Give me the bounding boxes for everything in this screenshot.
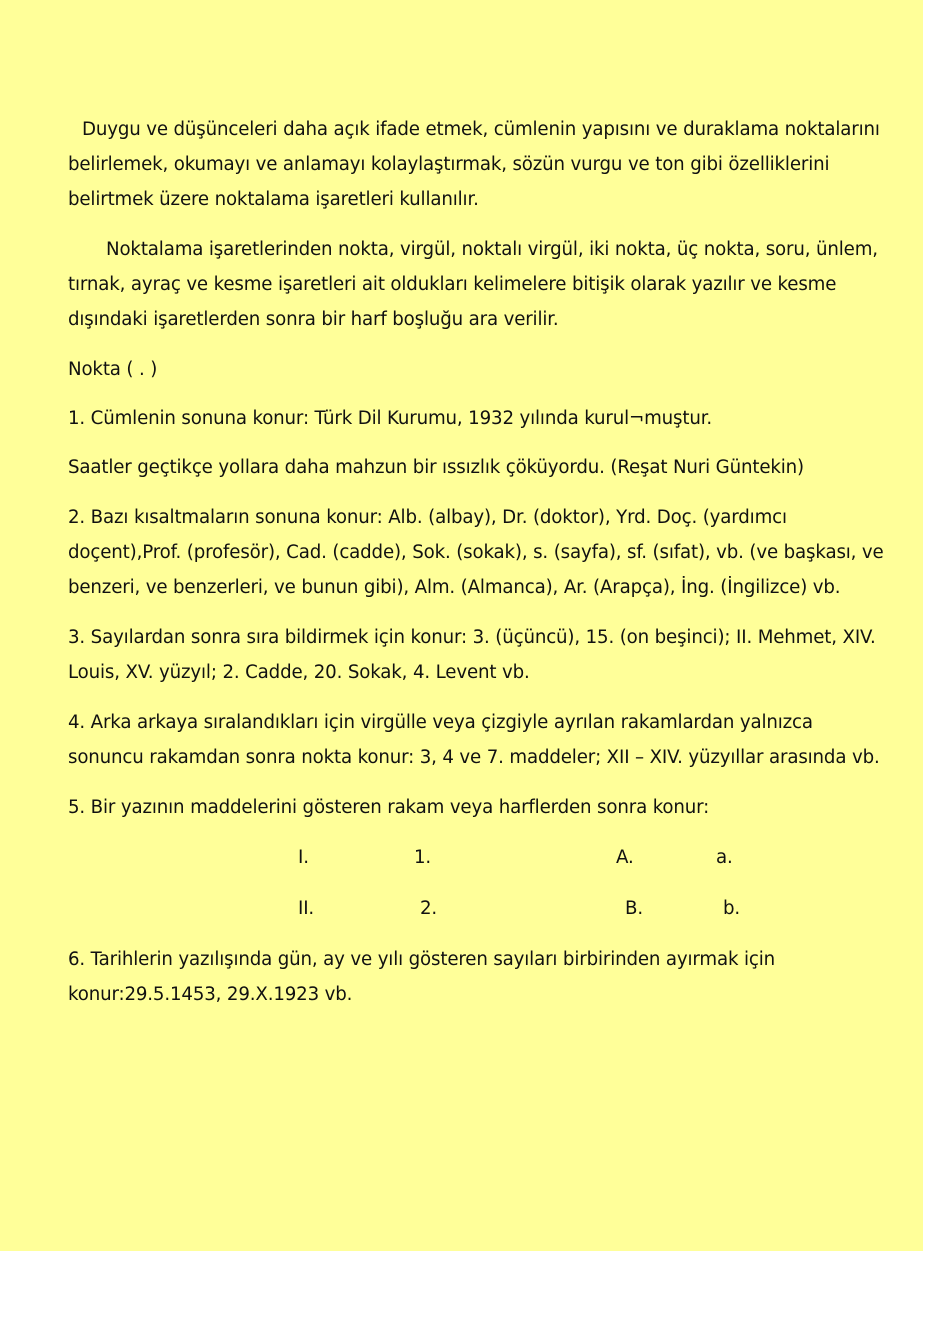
item-1: 1. Cümlenin sonuna konur: Türk Dil Kurumu, 1932 yılında kurul¬muştur. [68,408,713,429]
list-marker-number: 1. [414,847,432,868]
item-3: 3. Sayılardan sonra sıra bildirmek için konur: 3. (üçüncü), 15. (on beşinci); II. Mehmet, XIV. Louis, XV. yüzyıl; 2. Cadde, 20. Sokak, 4. Levent vb. [68,627,882,683]
list-marker-upper: B. [625,898,643,919]
list-marker-roman: I. [298,847,309,868]
list-marker-number: 2. [420,898,438,919]
section-heading: Nokta ( . ) [68,359,158,380]
list-marker-lower: a. [716,847,733,868]
list-example-row-1 [68,840,888,875]
list-example-row-2 [68,891,888,926]
item-2: 2. Bazı kısaltmaların sonuna konur: Alb. (albay), Dr. (doktor), Yrd. Doç. (yardımcı doçent),Prof. (profesör), Cad. (cadde), Sok. (sokak), s. (sayfa), sf. (sıfat), vb. (ve başkası, ve benzeri, ve benzerleri, ve bunun gibi), Alm. (Almanca), Ar. (Arapça), İng. (İngilizce) vb. [68,507,890,598]
item-5: 5. Bir yazının maddelerini gösteren rakam veya harflerden sonra konur: [68,797,710,818]
item-4: 4. Arka arkaya sıralandıkları için virgülle veya çizgiyle ayrılan rakamlardan yalnızca sonuncu rakamdan sonra nokta konur: 3, 4 ve 7. maddeler; XII – XIV. yüzyıllar arasında vb. [68,712,880,768]
document-body [68,112,888,1027]
list-marker-upper: A. [616,847,634,868]
list-marker-roman: II. [298,898,315,919]
intro-paragraph: Duygu ve düşünceleri daha açık ifade etmek, cümlenin yapısını ve duraklama noktalarını belirlemek, okumayı ve anlamayı kolaylaştırmak, sözün vurgu ve ton gibi özelliklerini belirtmek üzere noktalama işaretleri kullanılır. [68,119,886,210]
item-1-example: Saatler geçtikçe yollara daha mahzun bir ıssızlık çöküyordu. (Reşat Nuri Güntekin) [68,457,804,478]
rule-paragraph: Noktalama işaretlerinden nokta, virgül, noktalı virgül, iki nokta, üç nokta, soru, ünlem, tırnak, ayraç ve kesme işaretleri ait oldukları kelimelere bitişik olarak yazılır ve kesme dışındaki işaretlerden sonra bir harf boşluğu ara verilir. [68,239,884,330]
item-6: 6. Tarihlerin yazılışında gün, ay ve yılı gösteren sayıları birbirinden ayırmak için konur:29.5.1453, 29.X.1923 vb. [68,949,781,1005]
list-marker-lower: b. [723,898,741,919]
